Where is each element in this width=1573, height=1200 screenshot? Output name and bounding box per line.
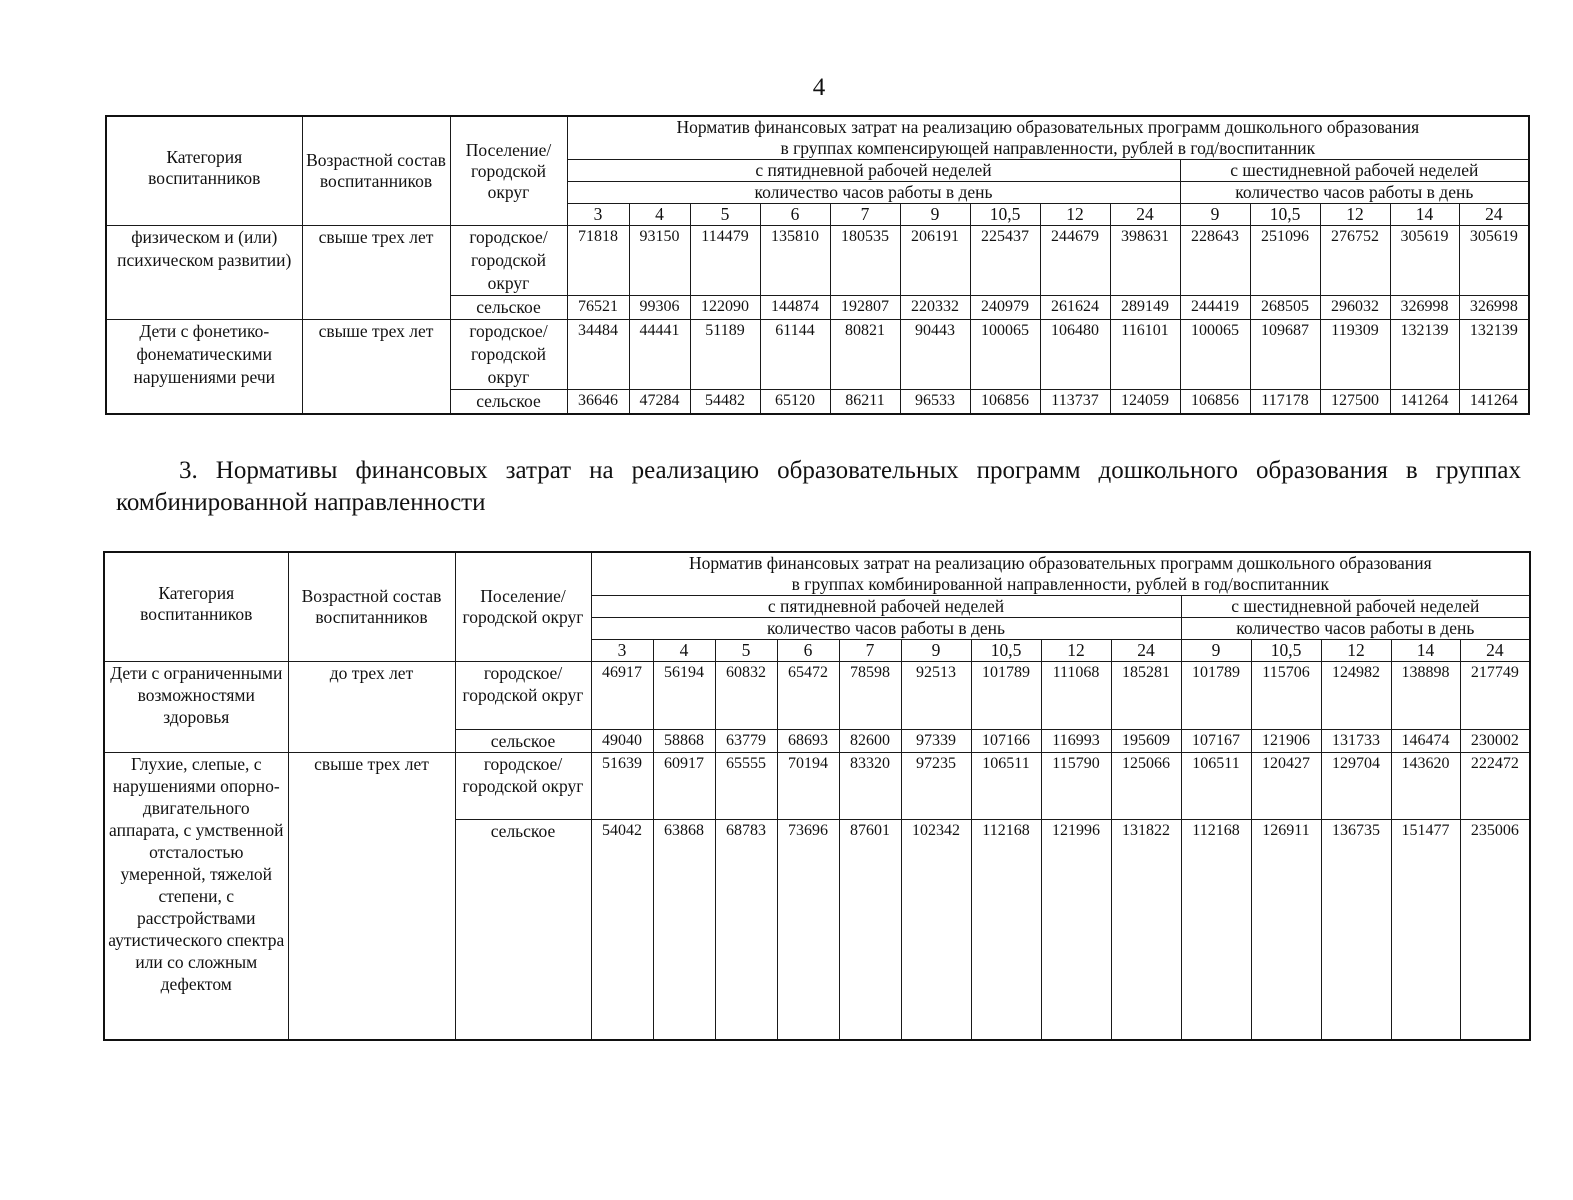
cell-value: 101789 xyxy=(1181,662,1251,730)
cell-value: 192807 xyxy=(830,296,900,320)
table-row xyxy=(106,226,1529,296)
cell-age: свыше трех лет xyxy=(302,320,450,415)
header-hours-col: 12 xyxy=(1320,204,1390,226)
cell-value: 136735 xyxy=(1321,820,1391,1040)
cell-value: 93150 xyxy=(629,226,690,296)
header-hours-col: 7 xyxy=(839,640,901,662)
cell-value: 65472 xyxy=(777,662,839,730)
cell-value: 127500 xyxy=(1320,390,1390,415)
cell-value: 129704 xyxy=(1321,753,1391,820)
cell-value: 230002 xyxy=(1460,730,1530,753)
cell-value: 141264 xyxy=(1390,390,1459,415)
cell-value: 135810 xyxy=(760,226,830,296)
cell-value: 225437 xyxy=(970,226,1040,296)
cell-value: 51639 xyxy=(591,753,653,820)
header-hours-col: 7 xyxy=(830,204,900,226)
table-row xyxy=(104,753,1530,820)
header-hours-col: 10,5 xyxy=(1251,640,1321,662)
cell-value: 49040 xyxy=(591,730,653,753)
cell-value: 56194 xyxy=(653,662,715,730)
header-norm-line1: Норматив финансовых затрат на реализацию образовательных программ дошкольного образования xyxy=(688,553,1432,573)
cell-value: 120427 xyxy=(1251,753,1321,820)
header-hours-col: 24 xyxy=(1460,640,1530,662)
cell-value: 34484 xyxy=(567,320,629,390)
cell-value: 65120 xyxy=(760,390,830,415)
cell-age: до трех лет xyxy=(288,662,455,753)
header-hours-col: 9 xyxy=(901,640,971,662)
table-row xyxy=(106,320,1529,390)
cell-value: 83320 xyxy=(839,753,901,820)
cell-value: 112168 xyxy=(1181,820,1251,1040)
header-hours-col: 9 xyxy=(900,204,970,226)
table-row xyxy=(104,662,1530,730)
cell-value: 132139 xyxy=(1390,320,1459,390)
header-hours-col: 14 xyxy=(1390,204,1459,226)
cell-value: 132139 xyxy=(1459,320,1529,390)
cell-value: 244679 xyxy=(1040,226,1110,296)
cell-value: 109687 xyxy=(1250,320,1320,390)
cell-settlement: городское/ городской округ xyxy=(455,662,591,730)
cell-value: 96533 xyxy=(900,390,970,415)
cell-value: 80821 xyxy=(830,320,900,390)
header-hours-col: 4 xyxy=(653,640,715,662)
cell-value: 326998 xyxy=(1459,296,1529,320)
cell-value: 261624 xyxy=(1040,296,1110,320)
cell-value: 116101 xyxy=(1110,320,1180,390)
cell-value: 82600 xyxy=(839,730,901,753)
combined-groups-table xyxy=(103,551,1531,1041)
header-hours-col: 9 xyxy=(1180,204,1250,226)
cell-value: 116993 xyxy=(1041,730,1111,753)
cell-value: 86211 xyxy=(830,390,900,415)
header-age: Возрастной состав воспитанников xyxy=(302,116,450,226)
cell-value: 101789 xyxy=(971,662,1041,730)
header-norm-line2: в группах компенсирующей направленности, рублей в год/воспитанник xyxy=(780,138,1316,158)
header-six-day-week: с шестидневной рабочей неделей xyxy=(1180,160,1529,182)
header-hours-col: 6 xyxy=(760,204,830,226)
cell-value: 131733 xyxy=(1321,730,1391,753)
cell-category: физическом и (или) психическом развитии) xyxy=(106,226,302,320)
cell-value: 251096 xyxy=(1250,226,1320,296)
cell-settlement: сельское xyxy=(455,730,591,753)
cell-value: 113737 xyxy=(1040,390,1110,415)
cell-settlement: сельское xyxy=(455,820,591,1040)
cell-value: 46917 xyxy=(591,662,653,730)
cell-value: 398631 xyxy=(1110,226,1180,296)
cell-value: 296032 xyxy=(1320,296,1390,320)
header-hours-col: 4 xyxy=(629,204,690,226)
cell-value: 146474 xyxy=(1391,730,1460,753)
header-hours-col: 3 xyxy=(591,640,653,662)
header-norm xyxy=(591,552,1530,596)
cell-value: 121996 xyxy=(1041,820,1111,1040)
cell-value: 289149 xyxy=(1110,296,1180,320)
cell-value: 121906 xyxy=(1251,730,1321,753)
cell-value: 244419 xyxy=(1180,296,1250,320)
cell-value: 106480 xyxy=(1040,320,1110,390)
cell-value: 117178 xyxy=(1250,390,1320,415)
cell-value: 100065 xyxy=(1180,320,1250,390)
cell-value: 73696 xyxy=(777,820,839,1040)
cell-value: 276752 xyxy=(1320,226,1390,296)
cell-settlement: сельское xyxy=(450,390,567,415)
header-hours-col: 9 xyxy=(1181,640,1251,662)
cell-value: 97339 xyxy=(901,730,971,753)
cell-value: 126911 xyxy=(1251,820,1321,1040)
cell-value: 60832 xyxy=(715,662,777,730)
header-norm-line2: в группах комбинированной направленности, рублей в год/воспитанник xyxy=(791,574,1329,594)
header-hours-six: количество часов работы в день xyxy=(1180,182,1529,204)
cell-value: 51189 xyxy=(690,320,760,390)
cell-value: 63868 xyxy=(653,820,715,1040)
cell-age: свыше трех лет xyxy=(288,753,455,1040)
cell-value: 63779 xyxy=(715,730,777,753)
cell-value: 143620 xyxy=(1391,753,1460,820)
cell-value: 70194 xyxy=(777,753,839,820)
header-hours-six: количество часов работы в день xyxy=(1181,618,1530,640)
cell-value: 138898 xyxy=(1391,662,1460,730)
header-hours-col: 24 xyxy=(1110,204,1180,226)
cell-value: 78598 xyxy=(839,662,901,730)
cell-value: 119309 xyxy=(1320,320,1390,390)
cell-value: 112168 xyxy=(971,820,1041,1040)
cell-value: 124982 xyxy=(1321,662,1391,730)
cell-value: 100065 xyxy=(970,320,1040,390)
header-hours-col: 24 xyxy=(1111,640,1181,662)
cell-value: 61144 xyxy=(760,320,830,390)
cell-value: 60917 xyxy=(653,753,715,820)
header-age: Возрастной состав воспитанников xyxy=(288,552,455,662)
header-hours-five: количество часов работы в день xyxy=(567,182,1180,204)
cell-value: 124059 xyxy=(1110,390,1180,415)
header-hours-col: 10,5 xyxy=(1250,204,1320,226)
cell-value: 114479 xyxy=(690,226,760,296)
cell-value: 235006 xyxy=(1460,820,1530,1040)
header-norm xyxy=(567,116,1529,160)
cell-settlement: городское/ городской округ xyxy=(450,226,567,296)
cell-value: 131822 xyxy=(1111,820,1181,1040)
cell-value: 106511 xyxy=(971,753,1041,820)
header-six-day-week: с шестидневной рабочей неделей xyxy=(1181,596,1530,618)
cell-value: 65555 xyxy=(715,753,777,820)
header-settlement: Поселение/ городской округ xyxy=(455,552,591,662)
cell-value: 54042 xyxy=(591,820,653,1040)
cell-value: 122090 xyxy=(690,296,760,320)
cell-value: 106856 xyxy=(1180,390,1250,415)
cell-value: 151477 xyxy=(1391,820,1460,1040)
cell-value: 228643 xyxy=(1180,226,1250,296)
cell-value: 141264 xyxy=(1459,390,1529,415)
cell-value: 195609 xyxy=(1111,730,1181,753)
cell-value: 107166 xyxy=(971,730,1041,753)
cell-value: 217749 xyxy=(1460,662,1530,730)
cell-value: 180535 xyxy=(830,226,900,296)
cell-value: 102342 xyxy=(901,820,971,1040)
cell-value: 90443 xyxy=(900,320,970,390)
cell-value: 71818 xyxy=(567,226,629,296)
cell-value: 68783 xyxy=(715,820,777,1040)
cell-value: 36646 xyxy=(567,390,629,415)
cell-value: 107167 xyxy=(1181,730,1251,753)
cell-settlement: городское/ городской округ xyxy=(455,753,591,820)
cell-age: свыше трех лет xyxy=(302,226,450,320)
page-number: 4 xyxy=(812,74,826,101)
cell-value: 58868 xyxy=(653,730,715,753)
section-3-title: 3. Нормативы финансовых затрат на реализацию образовательных программ дошкольного образования в группах комбинированной направленности xyxy=(116,457,1521,516)
cell-value: 76521 xyxy=(567,296,629,320)
cell-value: 305619 xyxy=(1390,226,1459,296)
cell-category: Дети с фонетико-фонематическими нарушениями речи xyxy=(106,320,302,415)
header-hours-col: 10,5 xyxy=(970,204,1040,226)
cell-settlement: городское/ городской округ xyxy=(450,320,567,390)
header-hours-col: 6 xyxy=(777,640,839,662)
compensating-groups-table xyxy=(105,115,1530,415)
cell-value: 54482 xyxy=(690,390,760,415)
cell-value: 115706 xyxy=(1251,662,1321,730)
cell-value: 111068 xyxy=(1041,662,1111,730)
header-hours-col: 14 xyxy=(1391,640,1460,662)
cell-value: 97235 xyxy=(901,753,971,820)
header-five-day-week: с пятидневной рабочей неделей xyxy=(591,596,1181,618)
cell-value: 305619 xyxy=(1459,226,1529,296)
cell-value: 222472 xyxy=(1460,753,1530,820)
header-category: Категория воспитанников xyxy=(106,116,302,226)
cell-value: 326998 xyxy=(1390,296,1459,320)
cell-value: 144874 xyxy=(760,296,830,320)
cell-value: 220332 xyxy=(900,296,970,320)
cell-value: 87601 xyxy=(839,820,901,1040)
cell-value: 106856 xyxy=(970,390,1040,415)
header-hours-col: 5 xyxy=(715,640,777,662)
header-hours-col: 12 xyxy=(1041,640,1111,662)
cell-value: 92513 xyxy=(901,662,971,730)
cell-value: 125066 xyxy=(1111,753,1181,820)
header-hours-col: 12 xyxy=(1040,204,1110,226)
header-category: Категория воспитанников xyxy=(104,552,288,662)
cell-value: 44441 xyxy=(629,320,690,390)
cell-category: Глухие, слепые, с нарушениями опорно-двигательного аппарата, с умственной отсталостью умеренной, тяжелой степени, с расстройствами аутистического спектра или со сложным дефектом xyxy=(104,753,288,1040)
header-hours-col: 3 xyxy=(567,204,629,226)
header-hours-col: 10,5 xyxy=(971,640,1041,662)
cell-value: 68693 xyxy=(777,730,839,753)
header-five-day-week: с пятидневной рабочей неделей xyxy=(567,160,1180,182)
cell-category: Дети с ограниченными возможностями здоровья xyxy=(104,662,288,753)
cell-value: 106511 xyxy=(1181,753,1251,820)
cell-value: 47284 xyxy=(629,390,690,415)
cell-value: 99306 xyxy=(629,296,690,320)
header-settlement: Поселение/ городской округ xyxy=(450,116,567,226)
cell-value: 115790 xyxy=(1041,753,1111,820)
header-hours-col: 24 xyxy=(1459,204,1529,226)
cell-value: 268505 xyxy=(1250,296,1320,320)
header-hours-col: 12 xyxy=(1321,640,1391,662)
header-norm-line1: Норматив финансовых затрат на реализацию образовательных программ дошкольного образования xyxy=(676,117,1420,137)
cell-settlement: сельское xyxy=(450,296,567,320)
cell-value: 240979 xyxy=(970,296,1040,320)
cell-value: 185281 xyxy=(1111,662,1181,730)
header-hours-col: 5 xyxy=(690,204,760,226)
cell-value: 206191 xyxy=(900,226,970,296)
header-hours-five: количество часов работы в день xyxy=(591,618,1181,640)
